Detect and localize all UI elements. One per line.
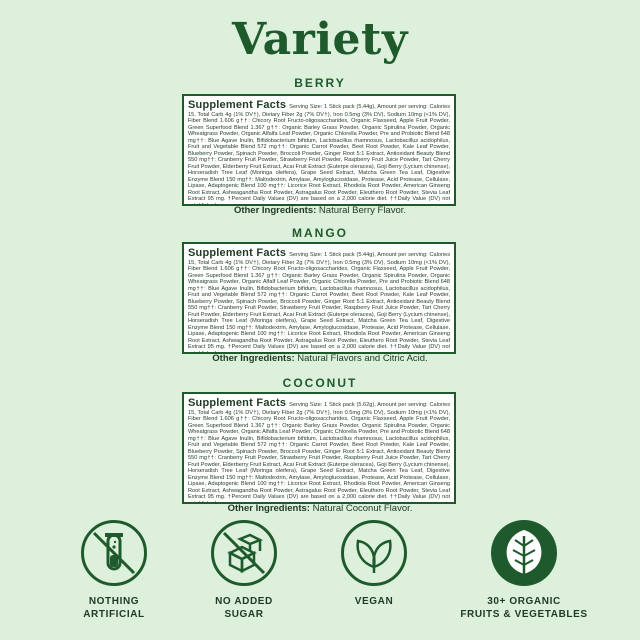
supplement-facts-heading: Supplement Facts [188, 247, 287, 259]
feature-label-line2: SUGAR [224, 608, 264, 620]
supplement-facts-body: Serving Size: 1 Stick pack (5.44g), Amount per serving: Calories 15, Total Carb 4g (1% DV†), Dietary Fiber 2g (7% DV†), Iron 0.5mg (3% DV), Sodium 10mg (<1% DV), Fiber Blend 1.606 g††: Chicory Root Fructo-oligosaccharides, Organic Flaxseed, Apple Fruit Powder, Green Superfood Blend 1.367 g††: Organic Barley Grass Powder, Organic Spirulina Powder, Organic Wheatgrass Powder, Organic Alfalfa Leaf Powder, Organic Chlorella Powder, Pre and Probiotic Blend 648 mg††: Blue Agave Inulin, Bifidobacterium bifidum, Lactobacillus rhamnosus, Lactobacillus acidophilus, Fruit and Vegetable Blend 572 mg††: Organic Carrot Powder, Beet Root Powder, Kale Leaf Powder, Blueberry Powder, Spinach Powder, Broccoli Powder, Ginger Root 5:1 Extract, Antioxidant Beauty Blend 550 mg††: Cranberry Fruit Powder, Strawberry Fruit Powder, Raspberry Fruit Juice Powder, Tart Cherry Fruit Powder, Elderberry Fruit Extract, Acai Fruit Extract (Euterpe oleracea), Goji Berry (Lycium chinense), Horseradish Tree Leaf (Moringa oleifera), Grape Seed Extract, Matcha Green Tea Leaf, Digestive Enzyme Blend 150 mg††: Maltodextrin, Amylase, Amyloglucosidase, Protease, Acid Protease, Cellulase, Lipase, Adaptogenic Blend 100 mg††: Licorice Root Extract, Rhodiola Root Powder, American Ginseng Root Extract, Ashwagandha Root Powder, Astragalus Root Powder, Eleuthero Root Powder, Stevia Leaf Extract 95 mg. †Percent Daily Values (DV) are based on a 2,000 calorie diet. ††Daily Value (DV) not established. [188, 104, 450, 206]
other-ingredients-berry [0, 205, 640, 216]
other-ingredients-text: Natural Berry Flavor. [318, 205, 407, 216]
feature-label-line1: VEGAN [354, 596, 394, 607]
supplement-facts-heading: Supplement Facts [188, 99, 287, 111]
other-ingredients-label: Other Ingredients: [233, 205, 317, 216]
feature-label [304, 596, 444, 609]
supplement-facts-heading: Supplement Facts [188, 397, 287, 409]
other-ingredients-mango [0, 353, 640, 364]
feature-nothing-artificial [44, 520, 184, 621]
other-ingredients-coconut [0, 503, 640, 514]
supplement-facts-panel-mango [182, 242, 456, 354]
flavor-heading-mango: MANGO [292, 226, 348, 240]
feature-label-line2: ARTIFICIAL [83, 608, 145, 620]
other-ingredients-label: Other Ingredients: [212, 353, 295, 364]
feature-label [44, 596, 184, 621]
feature-label-line1: NO ADDED [215, 596, 273, 607]
other-ingredients-label: Other Ingredients: [227, 503, 310, 514]
flavor-heading-berry: BERRY [294, 76, 346, 90]
feature-organic-fruits-vegetables [454, 520, 594, 621]
feature-label [174, 596, 314, 621]
feature-no-added-sugar [174, 520, 314, 621]
other-ingredients-text: Natural Flavors and Citric Acid. [297, 353, 428, 364]
feature-label-line1: NOTHING [88, 596, 140, 607]
flavor-heading-coconut: COCONUT [282, 376, 358, 390]
feature-label [454, 596, 594, 621]
no-test-tube-icon [81, 520, 147, 586]
page-title: Variety [232, 14, 408, 65]
supplement-facts-body: Serving Size: 1 Stick pack (5.62g), Amount per serving: Calories 15, Total Carb 4g (1% DV†), Dietary Fiber 2g (7% DV†), Iron 0.5mg (3% DV), Sodium 10mg (<1% DV), Fiber Blend 1.606 g††: Chicory Root Fructo-oligosaccharides, Organic Flaxseed, Apple Fruit Powder, Green Superfood Blend 1.367 g††: Organic Barley Grass Powder, Organic Spirulina Powder, Organic Wheatgrass Powder, Organic Alfalfa Leaf Powder, Organic Chlorella Powder, Pre and Probiotic Blend 648 mg††: Blue Agave Inulin, Bifidobacterium bifidum, Lactobacillus rhamnosus, Lactobacillus acidophilus, Fruit and Vegetable Blend 572 mg††: Organic Carrot Powder, Beet Root Powder, Kale Leaf Powder, Blueberry Powder, Spinach Powder, Broccoli Powder, Ginger Root 5:1 Extract, Antioxidant Beauty Blend 550 mg††: Cranberry Fruit Powder, Strawberry Fruit Powder, Raspberry Fruit Juice Powder, Tart Cherry Fruit Powder, Elderberry Fruit Extract, Acai Fruit Extract (Euterpe oleracea), Goji Berry (Lycium chinense), Horseradish Tree Leaf (Moringa oleifera), Grape Seed Extract, Matcha Green Tea Leaf, Digestive Enzyme Blend 150 mg††: Maltodextrin, Amylase, Amyloglucosidase, Protease, Acid Protease, Cellulase, Lipase, Adaptogenic Blend 100 mg††: Licorice Root Extract, Rhodiola Root Powder, American Ginseng Root Extract, Ashwagandha Root Powder, Astragalus Root Powder, Eleuthero Root Powder, Stevia Leaf Extract 95 mg. †Percent Daily Values (DV) are based on a 2,000 calorie diet. ††Daily Value (DV) not established. [188, 402, 450, 504]
leaves-icon [341, 520, 407, 586]
supplement-facts-panel-coconut [182, 392, 456, 504]
kale-leaf-icon [491, 520, 557, 586]
other-ingredients-text: Natural Coconut Flavor. [312, 503, 413, 514]
supplement-facts-body: Serving Size: 1 Stick pack (5.44g), Amount per serving: Calories 15, Total Carb 4g (1% DV†), Dietary Fiber 2g (7% DV†), Iron 0.5mg (3% DV), Sodium 10mg (<1% DV), Fiber Blend 1.606 g††: Chicory Root Fructo-oligosaccharides, Organic Flaxseed, Apple Fruit Powder, Green Superfood Blend 1.367 g††: Organic Barley Grass Powder, Organic Spirulina Powder, Organic Wheatgrass Powder, Organic Alfalf Leaf Powder, Organic Chlorella Powder, Pre and Probiotic Blend 648 mg††: Blue Agave Inulin, Bifidobacterium bifidum, Lactobacillus rhamnosus, Lactobacillus acidophilus, Fruit and Vegetable Blend 572 mg††: Organic Carrot Powder, Beet Root Powder, Kale Leaf Powder, Blueberry Powder, Spinach Powder, Broccoli Powder, Ginger Root 5:1 Extract, Antioxidant Beauty Blend 550 mg††: Cranberry Fruit Powder, Strawberry Fruit Powder, Raspberry Fruit Juice Powder, Tart Cherry Fruit Powder, Elderberry Fruit Extract, Acai Fruit Extract (Euterpe oleracea), Goji Berry (Lycium chinense), Horseradish Tree Leaf (Moringa oleifera), Grape Seed Extract, Matcha Green Tea Leaf, Digestive Enzyme Blend 150 mg††: Maltodextrin, Amylase, Amyloglucosidase, Protease, Acid Protease, Cellulase, Lipase, Adaptogenic Blend 100 mg††: Licorice Root Extract, Rhodiola Root Powder, American Ginseng Root Extract, Ashwagandha Root Powder, Astragalus Root Powder, Eleuthero Root Powder, Stevia Leaf Extract 95 mg. †Percent Daily Values (DV) are based on a 2,000 calorie diet. ††Daily Value (DV) not established. [188, 252, 450, 354]
supplement-facts-panel-berry [182, 94, 456, 206]
feature-vegan [304, 520, 444, 609]
feature-label-line1: 30+ ORGANIC [487, 596, 561, 607]
feature-label-line2: FRUITS & VEGETABLES [460, 608, 588, 620]
no-sugar-cubes-icon [211, 520, 277, 586]
